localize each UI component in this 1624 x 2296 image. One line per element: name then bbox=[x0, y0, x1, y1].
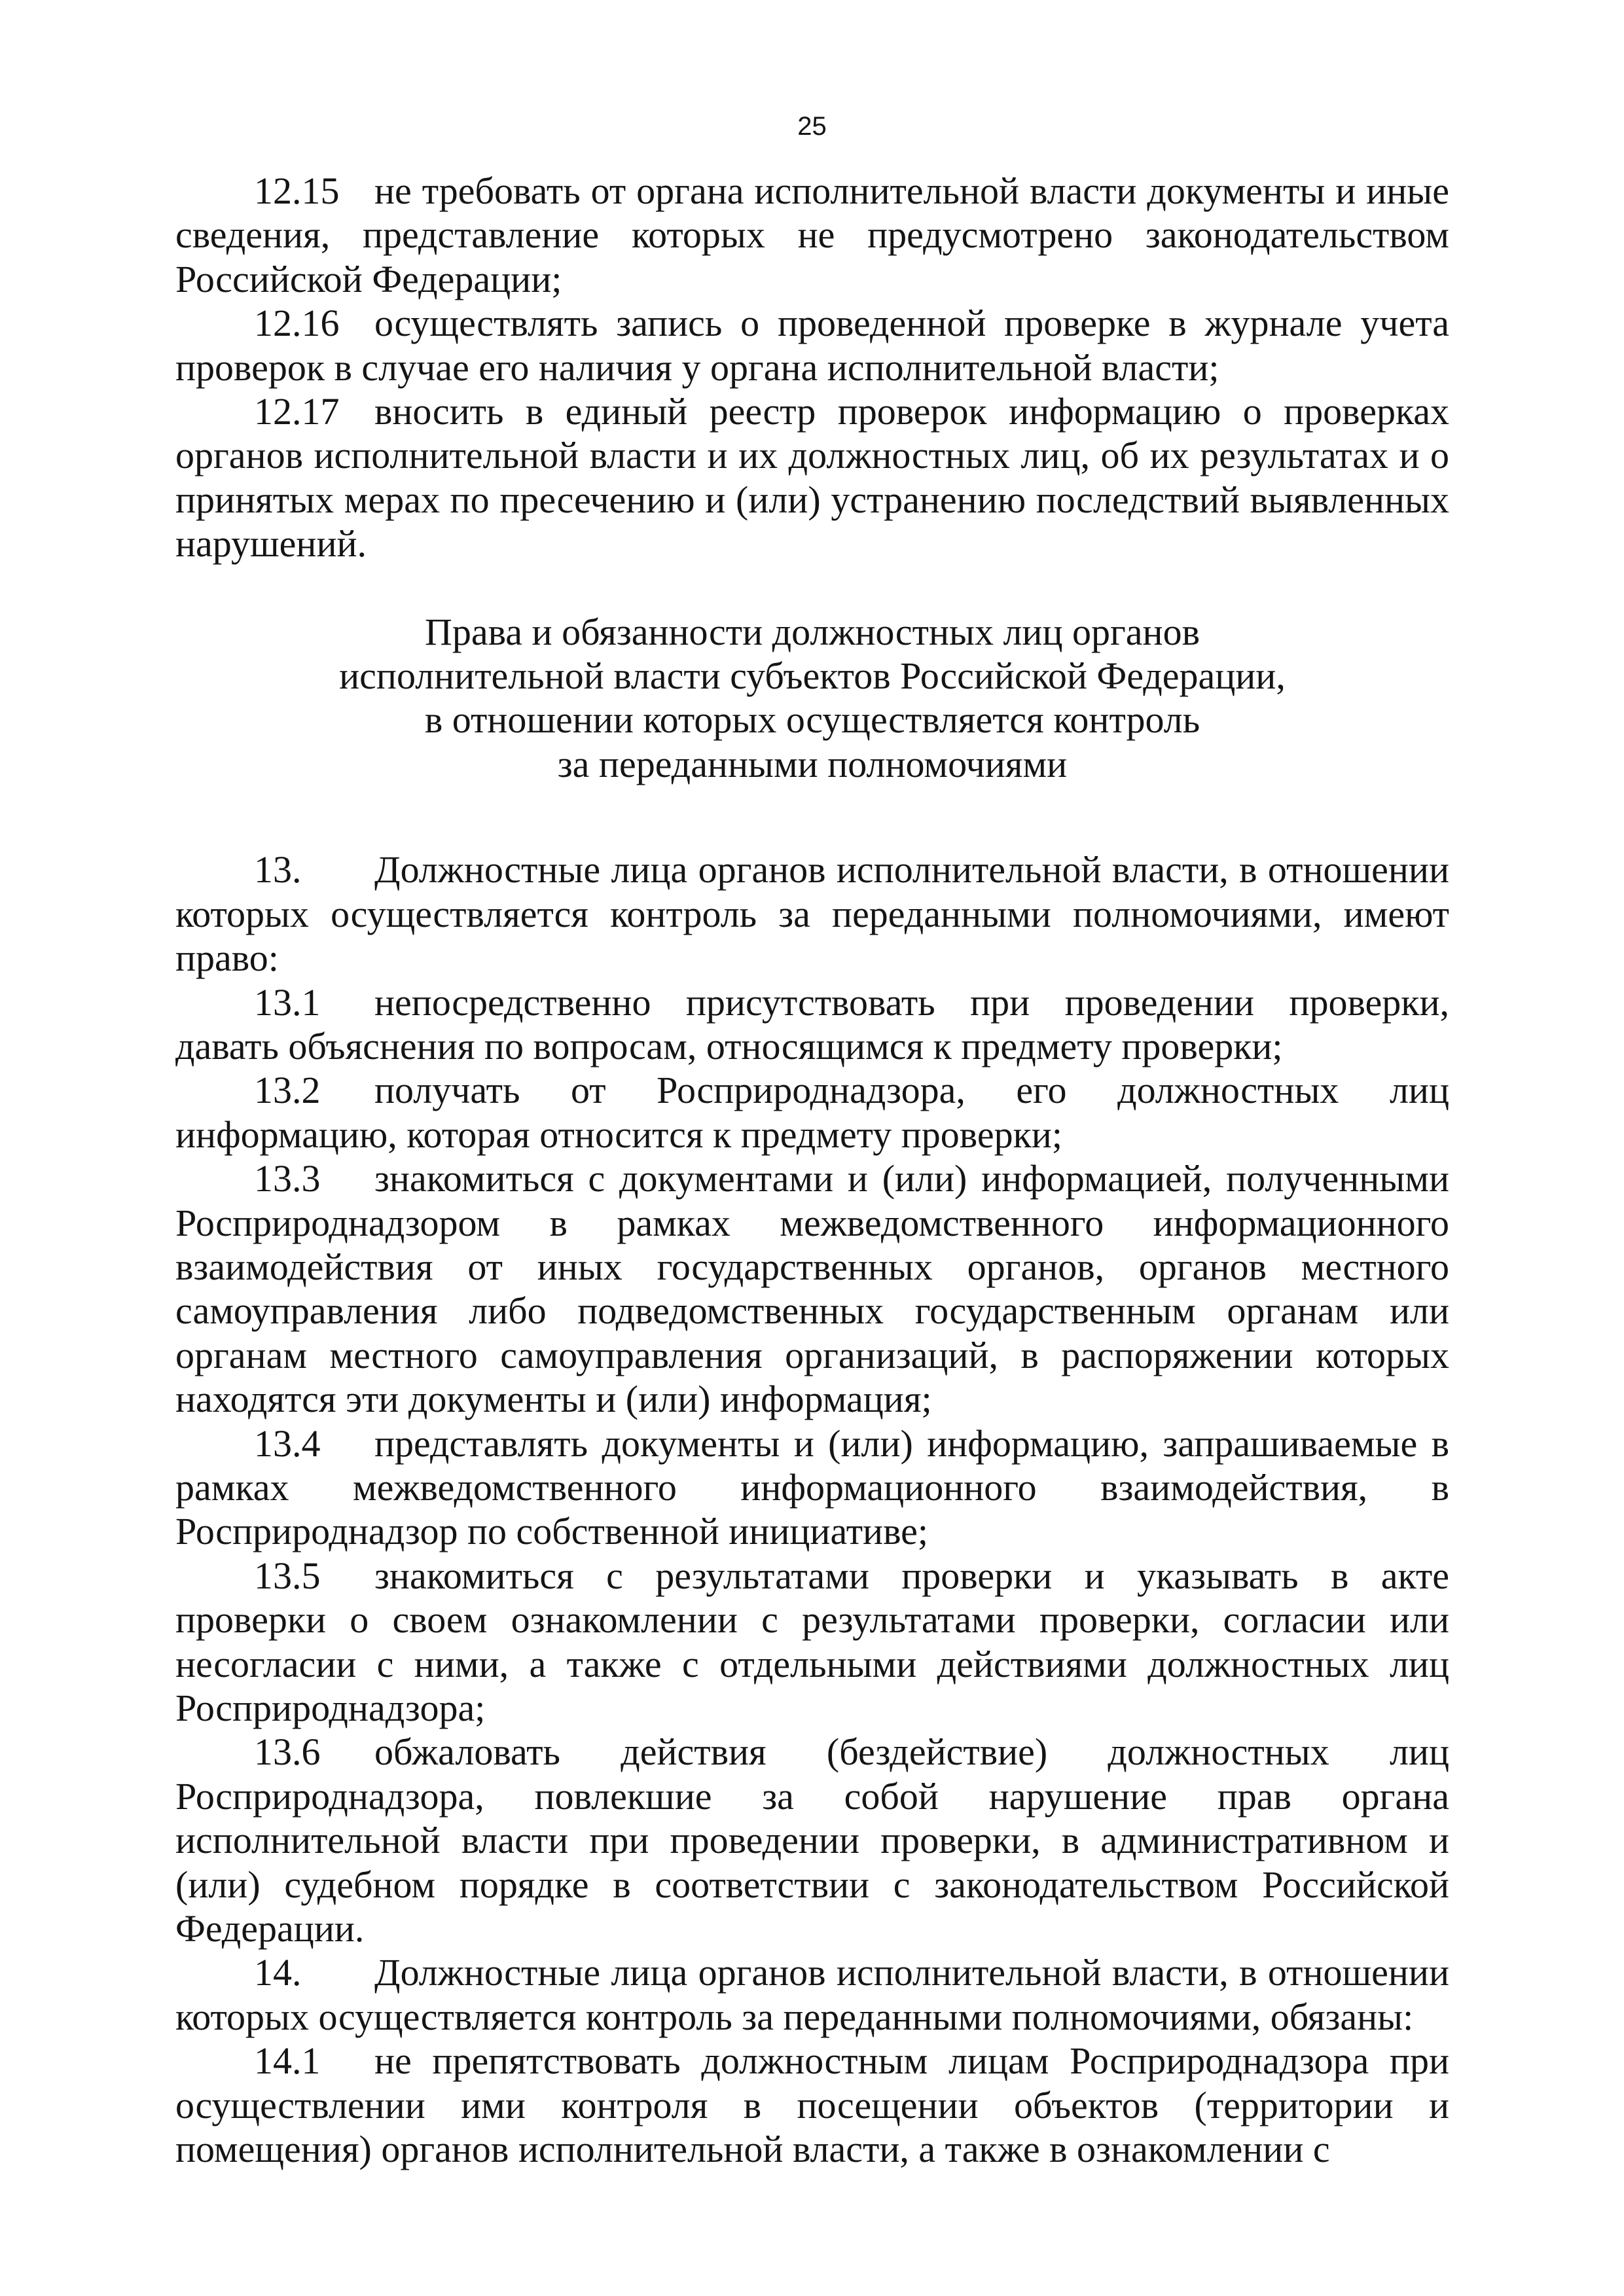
paragraph-12-15 bbox=[175, 169, 1449, 301]
paragraph-12-17 bbox=[175, 389, 1449, 566]
paragraph-number: 13.3 bbox=[254, 1157, 321, 1200]
paragraph-number: 13.4 bbox=[254, 1422, 321, 1465]
paragraph-number: 12.16 bbox=[254, 302, 340, 345]
paragraph-text: обжаловать действия (бездействие) должностных лиц Росприроднадзора, повлекшие за собой нарушение прав органа исполнительной власти при проведении проверки, в административном и (или) судебном порядке в соответствии с законодательством Российской Федерации. bbox=[175, 1731, 1449, 1950]
section-heading-line: в отношении которых осуществляется контроль bbox=[424, 698, 1200, 742]
paragraph-13-2 bbox=[175, 1068, 1449, 1157]
paragraph-13-3 bbox=[175, 1157, 1449, 1421]
paragraph-13 bbox=[175, 848, 1449, 980]
paragraph-13-4 bbox=[175, 1422, 1449, 1554]
paragraph-text: знакомиться с результатами проверки и указывать в акте проверки о своем ознакомлении с результатами проверки, согласии или несогласии с ними, а также с отдельными действиями должностных лиц Росприроднадзора; bbox=[175, 1554, 1449, 1729]
paragraph-13-6 bbox=[175, 1730, 1449, 1950]
document-body bbox=[175, 169, 1449, 2171]
paragraph-text: вносить в единый реестр проверок информацию о проверках органов исполнительной власти и их должностных лиц, об их результатах и о принятых мерах по пресечению и (или) устранению последствий выявленных нарушений. bbox=[175, 390, 1449, 565]
paragraph-text: осуществлять запись о проведенной проверке в журнале учета проверок в случае его наличия у органа исполнительной власти; bbox=[175, 302, 1449, 389]
paragraph-number: 14. bbox=[254, 1951, 302, 1994]
paragraph-number: 13.6 bbox=[254, 1731, 321, 1774]
paragraph-13-1 bbox=[175, 980, 1449, 1069]
paragraph-14 bbox=[175, 1950, 1449, 2039]
paragraph-text: не препятствовать должностным лицам Росприроднадзора при осуществлении ими контроля в посещении объектов (территории и помещения) органов исполнительной власти, а также в ознакомлении с bbox=[175, 2039, 1449, 2171]
paragraph-number: 12.17 bbox=[254, 390, 340, 433]
paragraph-number: 13.1 bbox=[254, 980, 321, 1024]
paragraph-text: знакомиться с документами и (или) информацией, полученными Росприроднадзором в рамках межведомственного информационного взаимодействия от иных государственных органов, органов местного самоуправления либо подведомственных государственным органам или органам местного самоуправления организаций, в распоряжении которых находятся эти документы и (или) информация; bbox=[175, 1157, 1449, 1421]
paragraph-text: представлять документы и (или) информацию, запрашиваемые в рамках межведомственного информационного взаимодействия, в Росприроднадзор по собственной инициативе; bbox=[175, 1422, 1449, 1553]
paragraph-number: 13.2 bbox=[254, 1069, 321, 1112]
paragraph-13-5 bbox=[175, 1554, 1449, 1731]
paragraph-text: Должностные лица органов исполнительной власти, в отношении которых осуществляется контроль за переданными полномочиями, имеют право: bbox=[175, 848, 1449, 980]
page-number: 25 bbox=[797, 112, 827, 141]
section-heading bbox=[175, 610, 1449, 787]
section-heading-line: за переданными полномочиями bbox=[557, 742, 1068, 785]
paragraph-number: 12.15 bbox=[254, 170, 340, 212]
section-heading-line: Права и обязанности должностных лиц органов bbox=[425, 610, 1200, 653]
paragraph-number: 14.1 bbox=[254, 2039, 321, 2083]
paragraph-number: 13. bbox=[254, 848, 302, 891]
paragraph-number: 13.5 bbox=[254, 1554, 321, 1597]
paragraph-14-1 bbox=[175, 2039, 1449, 2171]
paragraph-text: непосредственно присутствовать при проведении проверки, давать объяснения по вопросам, относящимся к предмету проверки; bbox=[175, 980, 1449, 1067]
paragraph-12-16 bbox=[175, 301, 1449, 389]
paragraph-text: получать от Росприроднадзора, его должностных лиц информацию, которая относится к предмету проверки; bbox=[175, 1069, 1449, 1156]
paragraph-text: не требовать от органа исполнительной власти документы и иные сведения, представление которых не предусмотрено законодательством Российской Федерации; bbox=[175, 170, 1449, 300]
section-heading-line: исполнительной власти субъектов Российской Федерации, bbox=[339, 655, 1286, 698]
paragraph-text: Должностные лица органов исполнительной власти, в отношении которых осуществляется контроль за переданными полномочиями, обязаны: bbox=[175, 1951, 1449, 2038]
